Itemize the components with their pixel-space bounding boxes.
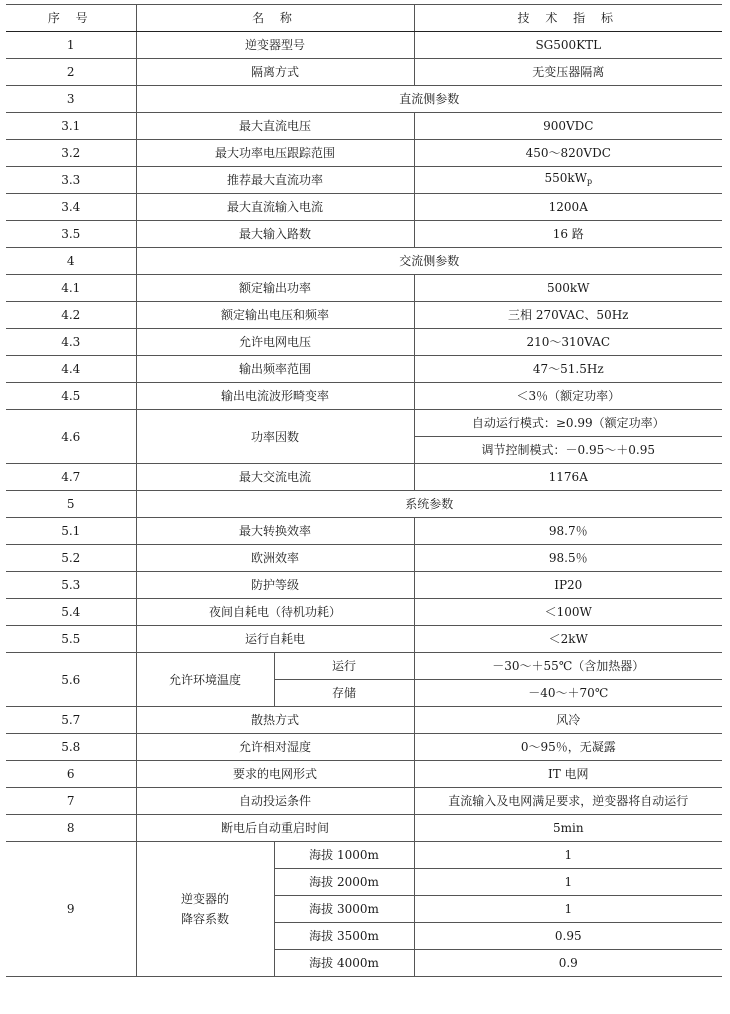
- row-number: 3.1: [6, 113, 136, 140]
- param-name: 最大转换效率: [136, 518, 414, 545]
- param-name: 自动投运条件: [136, 788, 414, 815]
- row-number: 5.1: [6, 518, 136, 545]
- param-subname: 海拔 2000m: [274, 869, 414, 896]
- row-number: 5.8: [6, 734, 136, 761]
- param-value: 自动运行模式：≥0.99（额定功率）: [414, 410, 722, 437]
- param-value: IT 电网: [414, 761, 722, 788]
- param-subname: 海拔 3000m: [274, 896, 414, 923]
- param-name: 欧洲效率: [136, 545, 414, 572]
- table-row: [6, 734, 722, 761]
- row-number: 4.7: [6, 464, 136, 491]
- param-value: －30～＋55℃（含加热器）: [414, 653, 722, 680]
- row-number: 4.1: [6, 275, 136, 302]
- row-number: 4.3: [6, 329, 136, 356]
- row-number: 9: [6, 842, 136, 977]
- param-name: 允许相对湿度: [136, 734, 414, 761]
- param-value: 1: [414, 896, 722, 923]
- table-row: [6, 356, 722, 383]
- param-name: 断电后自动重启时间: [136, 815, 414, 842]
- param-value: 16 路: [414, 221, 722, 248]
- header-name: 名 称: [136, 5, 414, 32]
- param-name: 散热方式: [136, 707, 414, 734]
- param-value: 450～820VDC: [414, 140, 722, 167]
- param-name: 允许电网电压: [136, 329, 414, 356]
- table-row: [6, 410, 722, 437]
- section-row: [6, 491, 722, 518]
- table-row: [6, 815, 722, 842]
- table-row: [6, 464, 722, 491]
- row-number: 5.4: [6, 599, 136, 626]
- param-name: 功率因数: [136, 410, 414, 464]
- param-value: 0～95％，无凝露: [414, 734, 722, 761]
- section-row: [6, 248, 722, 275]
- param-name: 最大功率电压跟踪范围: [136, 140, 414, 167]
- value-subscript: p: [586, 177, 593, 186]
- param-value: 0.95: [414, 923, 722, 950]
- row-number: 5.7: [6, 707, 136, 734]
- row-number: 2: [6, 59, 136, 86]
- param-value: 1: [414, 842, 722, 869]
- section-title: 系统参数: [136, 491, 722, 518]
- row-number: 3.2: [6, 140, 136, 167]
- param-value: 调节控制模式：－0.95～＋0.95: [414, 437, 722, 464]
- table-row: [6, 194, 722, 221]
- header-spec: 技 术 指 标: [414, 5, 722, 32]
- param-value: 47～51.5Hz: [414, 356, 722, 383]
- row-number: 1: [6, 32, 136, 59]
- row-number: 3.3: [6, 167, 136, 194]
- param-name: 要求的电网形式: [136, 761, 414, 788]
- param-value: 风冷: [414, 707, 722, 734]
- row-number: 7: [6, 788, 136, 815]
- param-subname: 海拔 4000m: [274, 950, 414, 977]
- table-row: [6, 653, 722, 680]
- param-value: 210～310VAC: [414, 329, 722, 356]
- section-title: 直流侧参数: [136, 86, 722, 113]
- row-number: 8: [6, 815, 136, 842]
- table-row: [6, 383, 722, 410]
- table-row: [6, 518, 722, 545]
- table-row: [6, 788, 722, 815]
- param-name: 隔离方式: [136, 59, 414, 86]
- table-row: [6, 221, 722, 248]
- table-row: [6, 59, 722, 86]
- param-name: [136, 842, 274, 977]
- row-number: 4.4: [6, 356, 136, 383]
- header-seq: 序 号: [6, 5, 136, 32]
- param-name-text: 逆变器的降容系数: [180, 892, 229, 926]
- param-value: 1176A: [414, 464, 722, 491]
- table-row: [6, 545, 722, 572]
- param-value: 5min: [414, 815, 722, 842]
- param-name: 允许环境温度: [136, 653, 274, 707]
- param-subname: 存储: [274, 680, 414, 707]
- param-value: ＜2kW: [414, 626, 722, 653]
- param-name: 额定输出电压和频率: [136, 302, 414, 329]
- row-number: 5.5: [6, 626, 136, 653]
- param-name: 运行自耗电: [136, 626, 414, 653]
- param-value: ＜3％（额定功率）: [414, 383, 722, 410]
- param-value: 1200A: [414, 194, 722, 221]
- table-row: [6, 707, 722, 734]
- param-subname: 海拔 1000m: [274, 842, 414, 869]
- table-row: [6, 113, 722, 140]
- row-number: 5: [6, 491, 136, 518]
- param-value: －40～＋70℃: [414, 680, 722, 707]
- row-number: 4.6: [6, 410, 136, 464]
- table-row: [6, 842, 722, 869]
- param-name: 推荐最大直流功率: [136, 167, 414, 194]
- param-value: 直流输入及电网满足要求，逆变器将自动运行: [414, 788, 722, 815]
- param-value: 三相 270VAC、50Hz: [414, 302, 722, 329]
- table-row: [6, 599, 722, 626]
- param-name: 防护等级: [136, 572, 414, 599]
- table-row: [6, 761, 722, 788]
- param-name: 最大直流电压: [136, 113, 414, 140]
- param-value: SG500KTL: [414, 32, 722, 59]
- table-row: [6, 140, 722, 167]
- spec-table: [6, 4, 722, 977]
- row-number: 5.2: [6, 545, 136, 572]
- param-value: 1: [414, 869, 722, 896]
- table-row: [6, 32, 722, 59]
- param-value: 98.7％: [414, 518, 722, 545]
- param-value: 0.9: [414, 950, 722, 977]
- param-value: IP20: [414, 572, 722, 599]
- table-row: [6, 167, 722, 194]
- row-number: 4.2: [6, 302, 136, 329]
- param-value: 98.5％: [414, 545, 722, 572]
- param-value: [414, 167, 722, 194]
- row-number: 4: [6, 248, 136, 275]
- table-row: [6, 302, 722, 329]
- param-value: ＜100W: [414, 599, 722, 626]
- param-name: 逆变器型号: [136, 32, 414, 59]
- param-name: 最大交流电流: [136, 464, 414, 491]
- row-number: 3: [6, 86, 136, 113]
- table-row: [6, 572, 722, 599]
- table-row: [6, 329, 722, 356]
- param-name: 最大直流输入电流: [136, 194, 414, 221]
- row-number: 5.3: [6, 572, 136, 599]
- param-name: 输出频率范围: [136, 356, 414, 383]
- param-name: 额定输出功率: [136, 275, 414, 302]
- table-row: [6, 626, 722, 653]
- table-row: [6, 275, 722, 302]
- row-number: 6: [6, 761, 136, 788]
- param-value: 500kW: [414, 275, 722, 302]
- param-subname: 海拔 3500m: [274, 923, 414, 950]
- param-subname: 运行: [274, 653, 414, 680]
- row-number: 4.5: [6, 383, 136, 410]
- param-name: 最大输入路数: [136, 221, 414, 248]
- param-name: 输出电流波形畸变率: [136, 383, 414, 410]
- param-value: 无变压器隔离: [414, 59, 722, 86]
- param-value: 900VDC: [414, 113, 722, 140]
- section-row: [6, 86, 722, 113]
- row-number: 5.6: [6, 653, 136, 707]
- header-row: [6, 5, 722, 32]
- row-number: 3.5: [6, 221, 136, 248]
- section-title: 交流侧参数: [136, 248, 722, 275]
- row-number: 3.4: [6, 194, 136, 221]
- param-name: 夜间自耗电（待机功耗）: [136, 599, 414, 626]
- value-text: 550kW: [544, 171, 587, 185]
